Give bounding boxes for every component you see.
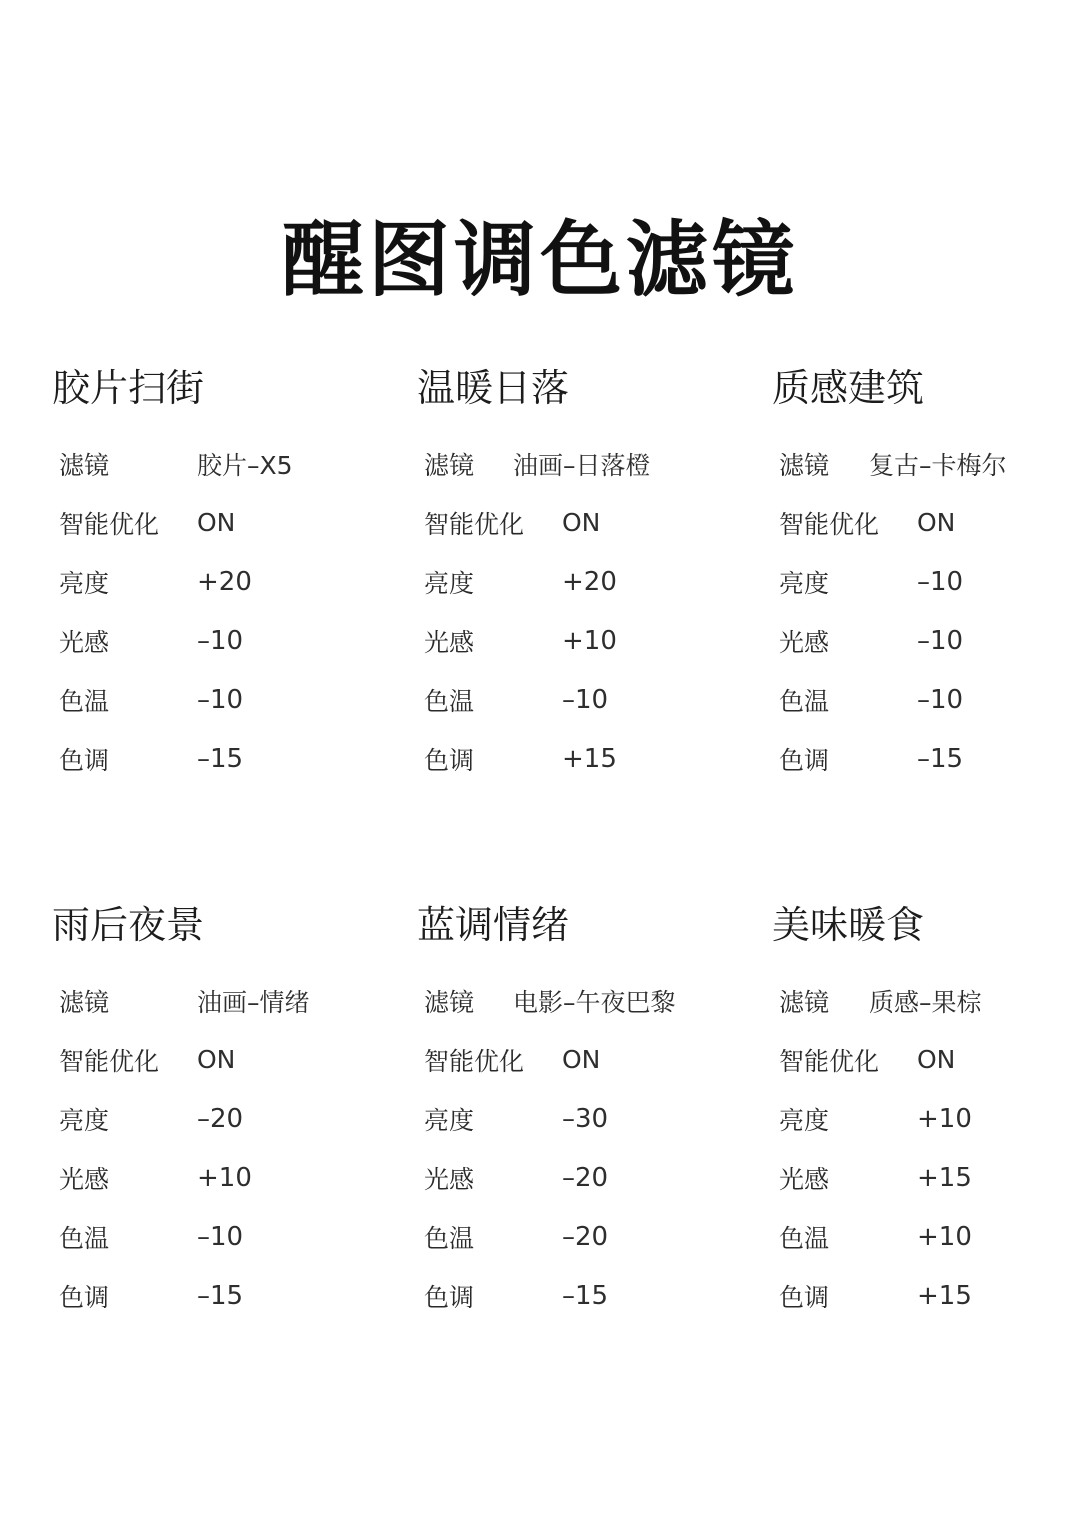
label-filter: 滤镜 <box>59 987 110 1017</box>
value-filter: 质感–果棕 <box>869 987 982 1017</box>
row-smart <box>59 493 382 552</box>
row-tone <box>424 1266 747 1325</box>
value-light: –10 <box>917 625 964 656</box>
settings-list <box>772 971 1072 1325</box>
label-temperature: 色温 <box>424 686 475 716</box>
value-tone: +15 <box>917 1280 972 1311</box>
row-smart <box>424 1030 747 1089</box>
value-tone: –15 <box>197 1280 244 1311</box>
value-filter: 油画–日落橙 <box>513 450 651 480</box>
label-brightness: 亮度 <box>424 568 475 598</box>
label-brightness: 亮度 <box>779 568 830 598</box>
row-temperature <box>59 670 382 729</box>
row-filter <box>779 434 1072 493</box>
row-brightness <box>424 552 747 611</box>
value-temperature: –20 <box>562 1221 609 1252</box>
card-title: 胶片扫街 <box>52 366 205 410</box>
value-light: +10 <box>562 625 617 656</box>
label-tone: 色调 <box>424 745 475 775</box>
value-light: +10 <box>197 1162 252 1193</box>
value-light: +15 <box>917 1162 972 1193</box>
row-smart <box>779 493 1072 552</box>
value-tone: –15 <box>197 743 244 774</box>
filter-card-film-street <box>52 366 382 788</box>
value-smart: ON <box>917 1045 956 1074</box>
value-temperature: +10 <box>917 1221 972 1252</box>
label-filter: 滤镜 <box>779 987 830 1017</box>
value-brightness: –30 <box>562 1103 609 1134</box>
row-light <box>424 611 747 670</box>
label-filter: 滤镜 <box>59 450 110 480</box>
label-filter: 滤镜 <box>424 450 475 480</box>
label-light: 光感 <box>424 1164 475 1194</box>
row-filter <box>424 434 747 493</box>
label-temperature: 色温 <box>779 1223 830 1253</box>
row-light <box>424 1148 747 1207</box>
settings-list <box>417 971 747 1325</box>
row-brightness <box>779 1089 1072 1148</box>
value-temperature: –10 <box>917 684 964 715</box>
card-title: 质感建筑 <box>772 366 925 410</box>
label-light: 光感 <box>779 627 830 657</box>
value-light: –20 <box>562 1162 609 1193</box>
filter-card-warm-sunset <box>417 366 747 788</box>
row-light <box>779 1148 1072 1207</box>
row-temperature <box>779 1207 1072 1266</box>
label-tone: 色调 <box>779 745 830 775</box>
settings-list <box>52 434 382 788</box>
card-title: 美味暖食 <box>772 903 925 947</box>
label-light: 光感 <box>59 1164 110 1194</box>
row-filter <box>779 971 1072 1030</box>
label-brightness: 亮度 <box>779 1105 830 1135</box>
label-temperature: 色温 <box>59 1223 110 1253</box>
card-title: 蓝调情绪 <box>417 903 570 947</box>
label-smart: 智能优化 <box>59 509 160 539</box>
label-tone: 色调 <box>779 1282 830 1312</box>
label-tone: 色调 <box>59 1282 110 1312</box>
label-smart: 智能优化 <box>424 1046 525 1076</box>
value-smart: ON <box>917 508 956 537</box>
value-temperature: –10 <box>197 684 244 715</box>
value-smart: ON <box>562 508 601 537</box>
row-temperature <box>424 1207 747 1266</box>
row-brightness <box>779 552 1072 611</box>
label-filter: 滤镜 <box>779 450 830 480</box>
label-smart: 智能优化 <box>424 509 525 539</box>
settings-list <box>52 971 382 1325</box>
value-tone: –15 <box>917 743 964 774</box>
row-temperature <box>424 670 747 729</box>
row-light <box>59 611 382 670</box>
label-temperature: 色温 <box>59 686 110 716</box>
row-filter <box>59 971 382 1030</box>
card-title: 温暖日落 <box>417 366 570 410</box>
row-smart <box>424 493 747 552</box>
row-filter <box>424 971 747 1030</box>
value-brightness: –10 <box>917 566 964 597</box>
row-brightness <box>424 1089 747 1148</box>
row-tone <box>59 729 382 788</box>
card-title: 雨后夜景 <box>52 903 205 947</box>
label-brightness: 亮度 <box>59 568 110 598</box>
label-light: 光感 <box>424 627 475 657</box>
filter-card-tasty-warm-food <box>772 903 1072 1325</box>
value-temperature: –10 <box>197 1221 244 1252</box>
filter-card-blue-mood <box>417 903 747 1325</box>
row-smart <box>59 1030 382 1089</box>
row-tone <box>424 729 747 788</box>
value-brightness: +10 <box>917 1103 972 1134</box>
value-tone: –15 <box>562 1280 609 1311</box>
value-filter: 电影–午夜巴黎 <box>513 987 676 1017</box>
label-smart: 智能优化 <box>779 509 880 539</box>
row-tone <box>779 1266 1072 1325</box>
label-tone: 色调 <box>424 1282 475 1312</box>
value-filter: 复古–卡梅尔 <box>869 450 1007 480</box>
row-temperature <box>779 670 1072 729</box>
label-smart: 智能优化 <box>59 1046 160 1076</box>
value-temperature: –10 <box>562 684 609 715</box>
label-smart: 智能优化 <box>779 1046 880 1076</box>
label-brightness: 亮度 <box>424 1105 475 1135</box>
value-smart: ON <box>197 1045 236 1074</box>
label-temperature: 色温 <box>779 686 830 716</box>
row-light <box>59 1148 382 1207</box>
row-brightness <box>59 552 382 611</box>
filter-card-textured-architecture <box>772 366 1072 788</box>
row-tone <box>779 729 1072 788</box>
label-filter: 滤镜 <box>424 987 475 1017</box>
row-temperature <box>59 1207 382 1266</box>
row-brightness <box>59 1089 382 1148</box>
row-smart <box>779 1030 1072 1089</box>
row-tone <box>59 1266 382 1325</box>
settings-list <box>772 434 1072 788</box>
value-smart: ON <box>197 508 236 537</box>
value-tone: +15 <box>562 743 617 774</box>
label-temperature: 色温 <box>424 1223 475 1253</box>
value-filter: 油画–情绪 <box>197 987 310 1017</box>
value-brightness: –20 <box>197 1103 244 1134</box>
value-brightness: +20 <box>197 566 252 597</box>
value-filter: 胶片–X5 <box>197 450 293 480</box>
label-brightness: 亮度 <box>59 1105 110 1135</box>
label-light: 光感 <box>779 1164 830 1194</box>
row-light <box>779 611 1072 670</box>
row-filter <box>59 434 382 493</box>
label-light: 光感 <box>59 627 110 657</box>
value-light: –10 <box>197 625 244 656</box>
value-smart: ON <box>562 1045 601 1074</box>
settings-list <box>417 434 747 788</box>
value-brightness: +20 <box>562 566 617 597</box>
page-title: 醒图调色滤镜 <box>281 212 798 308</box>
filter-card-rainy-night <box>52 903 382 1325</box>
label-tone: 色调 <box>59 745 110 775</box>
